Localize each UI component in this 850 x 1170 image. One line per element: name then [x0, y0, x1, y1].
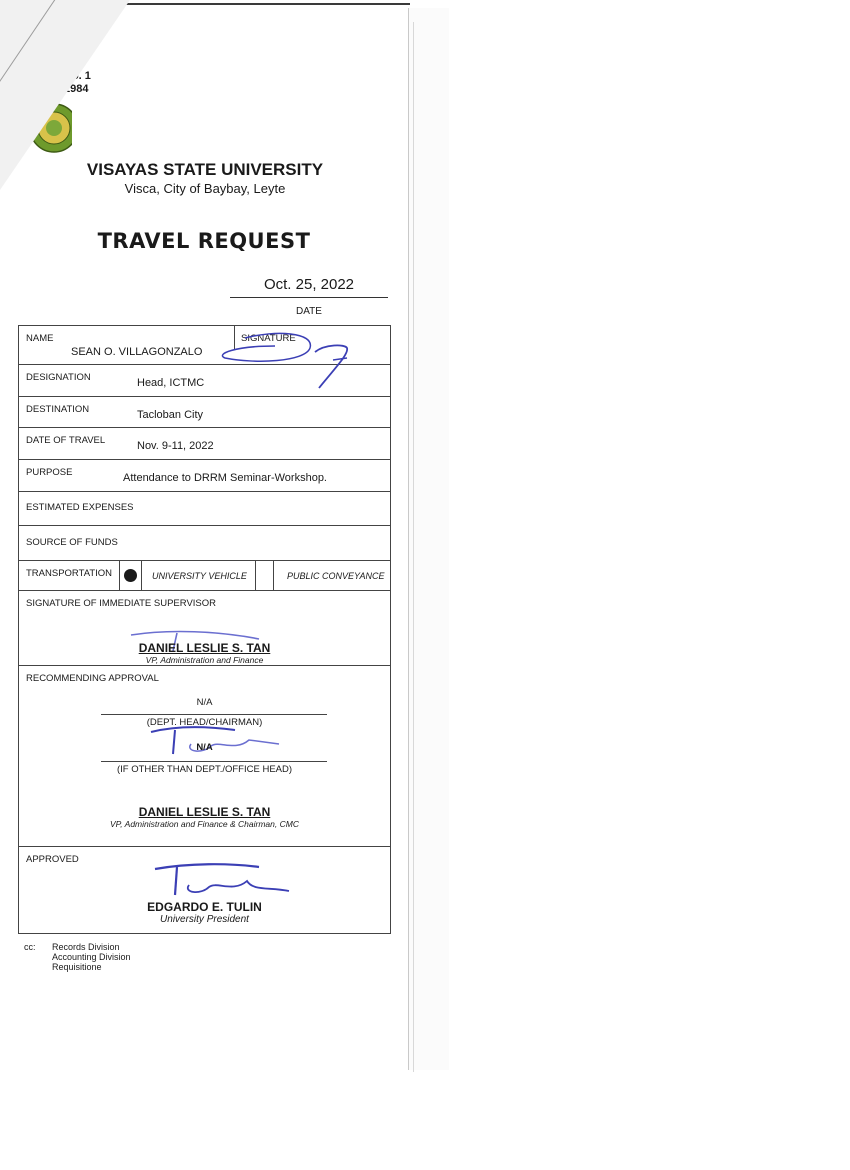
form-year-line: 1984	[64, 83, 89, 95]
cc-recipient: Requisitione	[52, 962, 102, 972]
cc-recipient: Accounting Division	[52, 952, 131, 962]
transport-divider-2	[141, 561, 142, 590]
form-number-line: No. 1	[64, 70, 91, 82]
recommender-name: DANIEL LESLIE S. TAN	[138, 805, 271, 819]
approver-name: EDGARDO E. TULIN	[147, 900, 262, 914]
approved-row	[18, 847, 391, 934]
designation-row	[18, 365, 391, 397]
other-head-line	[101, 761, 327, 762]
date-of-travel-row	[18, 428, 391, 460]
supervisor-label: SIGNATURE OF IMMEDIATE SUPERVISOR	[26, 598, 217, 609]
transport-divider-4	[273, 561, 274, 590]
university-vehicle-checkbox-checked[interactable]	[124, 569, 137, 582]
designation-label: DESIGNATION	[26, 372, 91, 383]
date-value: Oct. 25, 2022	[263, 276, 355, 293]
name-row	[18, 325, 391, 365]
supervisor-row	[18, 591, 391, 666]
destination-value: Tacloban City	[137, 409, 204, 421]
recommender-title: VP, Administration and Finance & Chairman, CMC	[110, 819, 299, 829]
approver-title: University President	[160, 914, 249, 925]
approver-signature	[149, 861, 299, 901]
public-conveyance-option: PUBLIC CONVEYANCE	[287, 571, 385, 581]
recommending-approval-row	[18, 666, 391, 847]
cc-list	[52, 942, 131, 972]
source-of-funds-label: SOURCE OF FUNDS	[26, 537, 118, 548]
other-head-value: N/A	[196, 742, 213, 753]
transport-divider-1	[119, 561, 120, 590]
dept-head-value: N/A	[196, 697, 213, 708]
supervisor-title: VP, Administration and Finance	[145, 655, 264, 665]
date-of-travel-value: Nov. 9-11, 2022	[137, 440, 214, 452]
underlying-page-edge-2	[413, 22, 450, 1072]
date-underline	[230, 297, 388, 298]
travel-request-form	[18, 325, 391, 934]
estimated-expenses-row	[18, 492, 391, 526]
document-title: TRAVEL REQUEST	[97, 229, 311, 253]
dept-head-line	[101, 714, 327, 715]
university-vehicle-option: UNIVERSITY VEHICLE	[152, 571, 247, 581]
approved-label: APPROVED	[26, 854, 79, 865]
purpose-label: PURPOSE	[26, 467, 73, 478]
other-head-caption: (IF OTHER THAN DEPT./OFFICE HEAD)	[116, 764, 293, 775]
transport-divider-3	[255, 561, 256, 590]
estimated-expenses-label: ESTIMATED EXPENSES	[26, 502, 134, 513]
source-of-funds-row	[18, 526, 391, 561]
cc-label: cc:	[24, 942, 36, 952]
purpose-row	[18, 460, 391, 492]
destination-row	[18, 397, 391, 428]
designation-value: Head, ICTMC	[137, 377, 205, 389]
date-label: DATE	[296, 306, 322, 317]
university-address: Visca, City of Baybay, Leyte	[124, 181, 286, 196]
cc-recipient: Records Division	[52, 942, 120, 952]
university-name: VISAYAS STATE UNIVERSITY	[86, 160, 324, 179]
purpose-value: Attendance to DRRM Seminar-Workshop.	[123, 472, 327, 484]
destination-label: DESTINATION	[26, 404, 90, 415]
transportation-row	[18, 561, 391, 591]
recommending-approval-label: RECOMMENDING APPROVAL	[26, 673, 159, 684]
name-label: NAME	[26, 333, 54, 344]
transportation-label: TRANSPORTATION	[26, 568, 113, 579]
supervisor-name: DANIEL LESLIE S. TAN	[138, 641, 271, 655]
signature-label: SIGNATURE	[241, 333, 296, 344]
page-top-edge	[122, 3, 410, 5]
name-value: SEAN O. VILLAGONZALO	[71, 346, 203, 358]
dept-head-caption: (DEPT. HEAD/CHAIRMAN)	[146, 717, 263, 728]
date-of-travel-label: DATE OF TRAVEL	[26, 435, 106, 446]
